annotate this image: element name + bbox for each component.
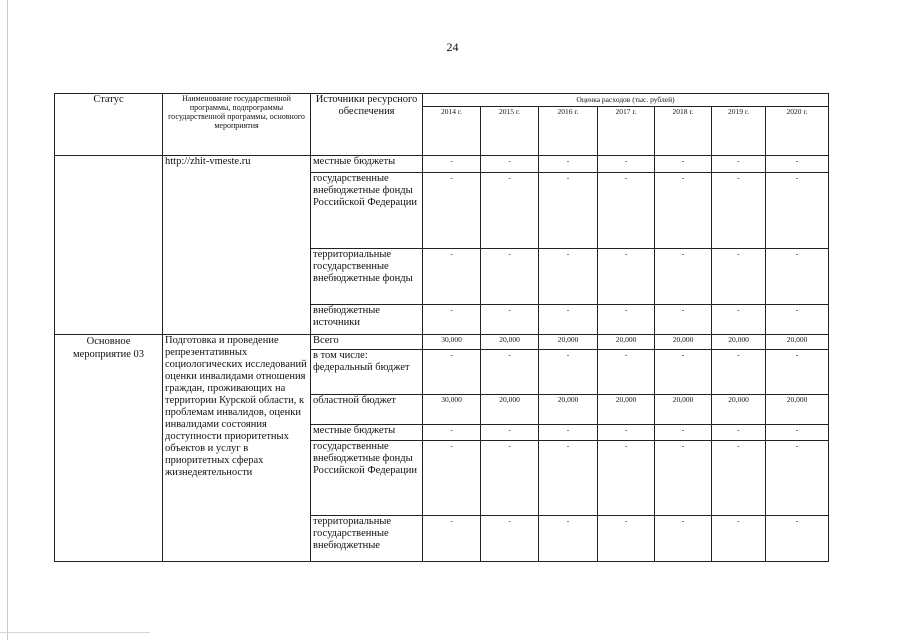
source-cell: в том числе: федеральный бюджет bbox=[311, 350, 423, 395]
value-cell: - bbox=[766, 156, 829, 173]
header-year: 2018 г. bbox=[655, 107, 712, 156]
value-cell: - bbox=[655, 516, 712, 562]
value-cell: - bbox=[655, 441, 712, 516]
table-row bbox=[55, 335, 829, 350]
status-cell: Основное мероприятие 03 bbox=[55, 335, 163, 562]
value-cell: - bbox=[712, 249, 766, 305]
value-cell: - bbox=[766, 173, 829, 249]
budget-table bbox=[54, 93, 829, 562]
value-cell: 20,000 bbox=[655, 395, 712, 425]
header-year: 2019 г. bbox=[712, 107, 766, 156]
value-cell: 20,000 bbox=[598, 395, 655, 425]
source-cell: местные бюджеты bbox=[311, 156, 423, 173]
header-status: Статус bbox=[55, 94, 163, 156]
bottom-margin-line bbox=[0, 632, 150, 633]
value-cell: - bbox=[423, 173, 481, 249]
header-sources: Источники ресурсного обеспечения bbox=[311, 94, 423, 156]
header-year: 2017 г. bbox=[598, 107, 655, 156]
header-year: 2014 г. bbox=[423, 107, 481, 156]
source-cell: Всего bbox=[311, 335, 423, 350]
value-cell: - bbox=[598, 350, 655, 395]
value-cell: 20,000 bbox=[766, 395, 829, 425]
value-cell: - bbox=[481, 156, 539, 173]
value-cell: - bbox=[423, 350, 481, 395]
value-cell: - bbox=[423, 516, 481, 562]
value-cell: - bbox=[655, 425, 712, 441]
value-cell: - bbox=[655, 305, 712, 335]
value-cell: 20,000 bbox=[481, 395, 539, 425]
header-year: 2016 г. bbox=[539, 107, 598, 156]
status-cell-empty bbox=[55, 156, 163, 335]
value-cell: - bbox=[712, 156, 766, 173]
value-cell: - bbox=[766, 425, 829, 441]
value-cell: - bbox=[539, 305, 598, 335]
source-cell: внебюджетные источники bbox=[311, 305, 423, 335]
value-cell: - bbox=[766, 516, 829, 562]
value-cell: - bbox=[598, 305, 655, 335]
value-cell: - bbox=[655, 350, 712, 395]
value-cell: - bbox=[655, 249, 712, 305]
table-row bbox=[55, 156, 829, 173]
value-cell: - bbox=[598, 249, 655, 305]
source-cell: государственные внебюджетные фонды Российской Федерации bbox=[311, 441, 423, 516]
value-cell: 20,000 bbox=[712, 335, 766, 350]
value-cell: - bbox=[481, 441, 539, 516]
page-number: 24 bbox=[446, 40, 459, 54]
left-margin-line bbox=[7, 0, 8, 640]
value-cell: - bbox=[423, 425, 481, 441]
value-cell: - bbox=[481, 350, 539, 395]
value-cell: 30,000 bbox=[423, 335, 481, 350]
value-cell: - bbox=[481, 425, 539, 441]
source-cell: государственные внебюджетные фонды Российской Федерации bbox=[311, 173, 423, 249]
value-cell: - bbox=[423, 305, 481, 335]
value-cell: - bbox=[712, 425, 766, 441]
value-cell: 20,000 bbox=[539, 335, 598, 350]
value-cell: - bbox=[598, 425, 655, 441]
value-cell: - bbox=[481, 516, 539, 562]
value-cell: - bbox=[481, 305, 539, 335]
value-cell: - bbox=[539, 249, 598, 305]
value-cell: - bbox=[598, 516, 655, 562]
value-cell: - bbox=[539, 516, 598, 562]
source-cell: территориальные государственные внебюджетные bbox=[311, 516, 423, 562]
value-cell: - bbox=[766, 305, 829, 335]
name-cell-link: http://zhit-vmeste.ru bbox=[163, 156, 311, 335]
value-cell: 20,000 bbox=[655, 335, 712, 350]
header-cost-estimate: Оценка расходов (тыс. рублей) bbox=[423, 94, 829, 107]
value-cell: - bbox=[539, 425, 598, 441]
value-cell: 20,000 bbox=[712, 395, 766, 425]
value-cell: - bbox=[712, 173, 766, 249]
measure-name-cell: Подготовка и проведение репрезентативных социологических исследований оценки инвалидами отношения граждан, проживающих на территории Курской области, к проблемам инвалидов, оценки инвалидами состояния доступности приоритетных объектов и услуг в приоритетных сферах жизнедеятельности bbox=[163, 335, 311, 562]
source-cell: территориальные государственные внебюджетные фонды bbox=[311, 249, 423, 305]
header-year: 2020 г. bbox=[766, 107, 829, 156]
value-cell: - bbox=[539, 156, 598, 173]
header-name: Наименование государственной программы, подпрограммы государственной программы, основного мероприятия bbox=[163, 94, 311, 156]
value-cell: 20,000 bbox=[598, 335, 655, 350]
value-cell: - bbox=[712, 441, 766, 516]
table-body bbox=[55, 156, 829, 562]
value-cell: - bbox=[423, 249, 481, 305]
value-cell: - bbox=[423, 441, 481, 516]
source-cell: областной бюджет bbox=[311, 395, 423, 425]
value-cell: - bbox=[766, 441, 829, 516]
value-cell: - bbox=[481, 249, 539, 305]
value-cell: - bbox=[655, 156, 712, 173]
value-cell: - bbox=[712, 350, 766, 395]
value-cell: - bbox=[539, 441, 598, 516]
value-cell: - bbox=[539, 350, 598, 395]
value-cell: - bbox=[598, 173, 655, 249]
value-cell: 20,000 bbox=[539, 395, 598, 425]
value-cell: - bbox=[539, 173, 598, 249]
value-cell: - bbox=[598, 441, 655, 516]
value-cell: 20,000 bbox=[481, 335, 539, 350]
value-cell: - bbox=[712, 516, 766, 562]
value-cell: - bbox=[598, 156, 655, 173]
value-cell: - bbox=[655, 173, 712, 249]
value-cell: - bbox=[766, 249, 829, 305]
header-year: 2015 г. bbox=[481, 107, 539, 156]
value-cell: 30,000 bbox=[423, 395, 481, 425]
source-cell: местные бюджеты bbox=[311, 425, 423, 441]
value-cell: - bbox=[423, 156, 481, 173]
value-cell: - bbox=[766, 350, 829, 395]
value-cell: - bbox=[712, 305, 766, 335]
value-cell: 20,000 bbox=[766, 335, 829, 350]
value-cell: - bbox=[481, 173, 539, 249]
